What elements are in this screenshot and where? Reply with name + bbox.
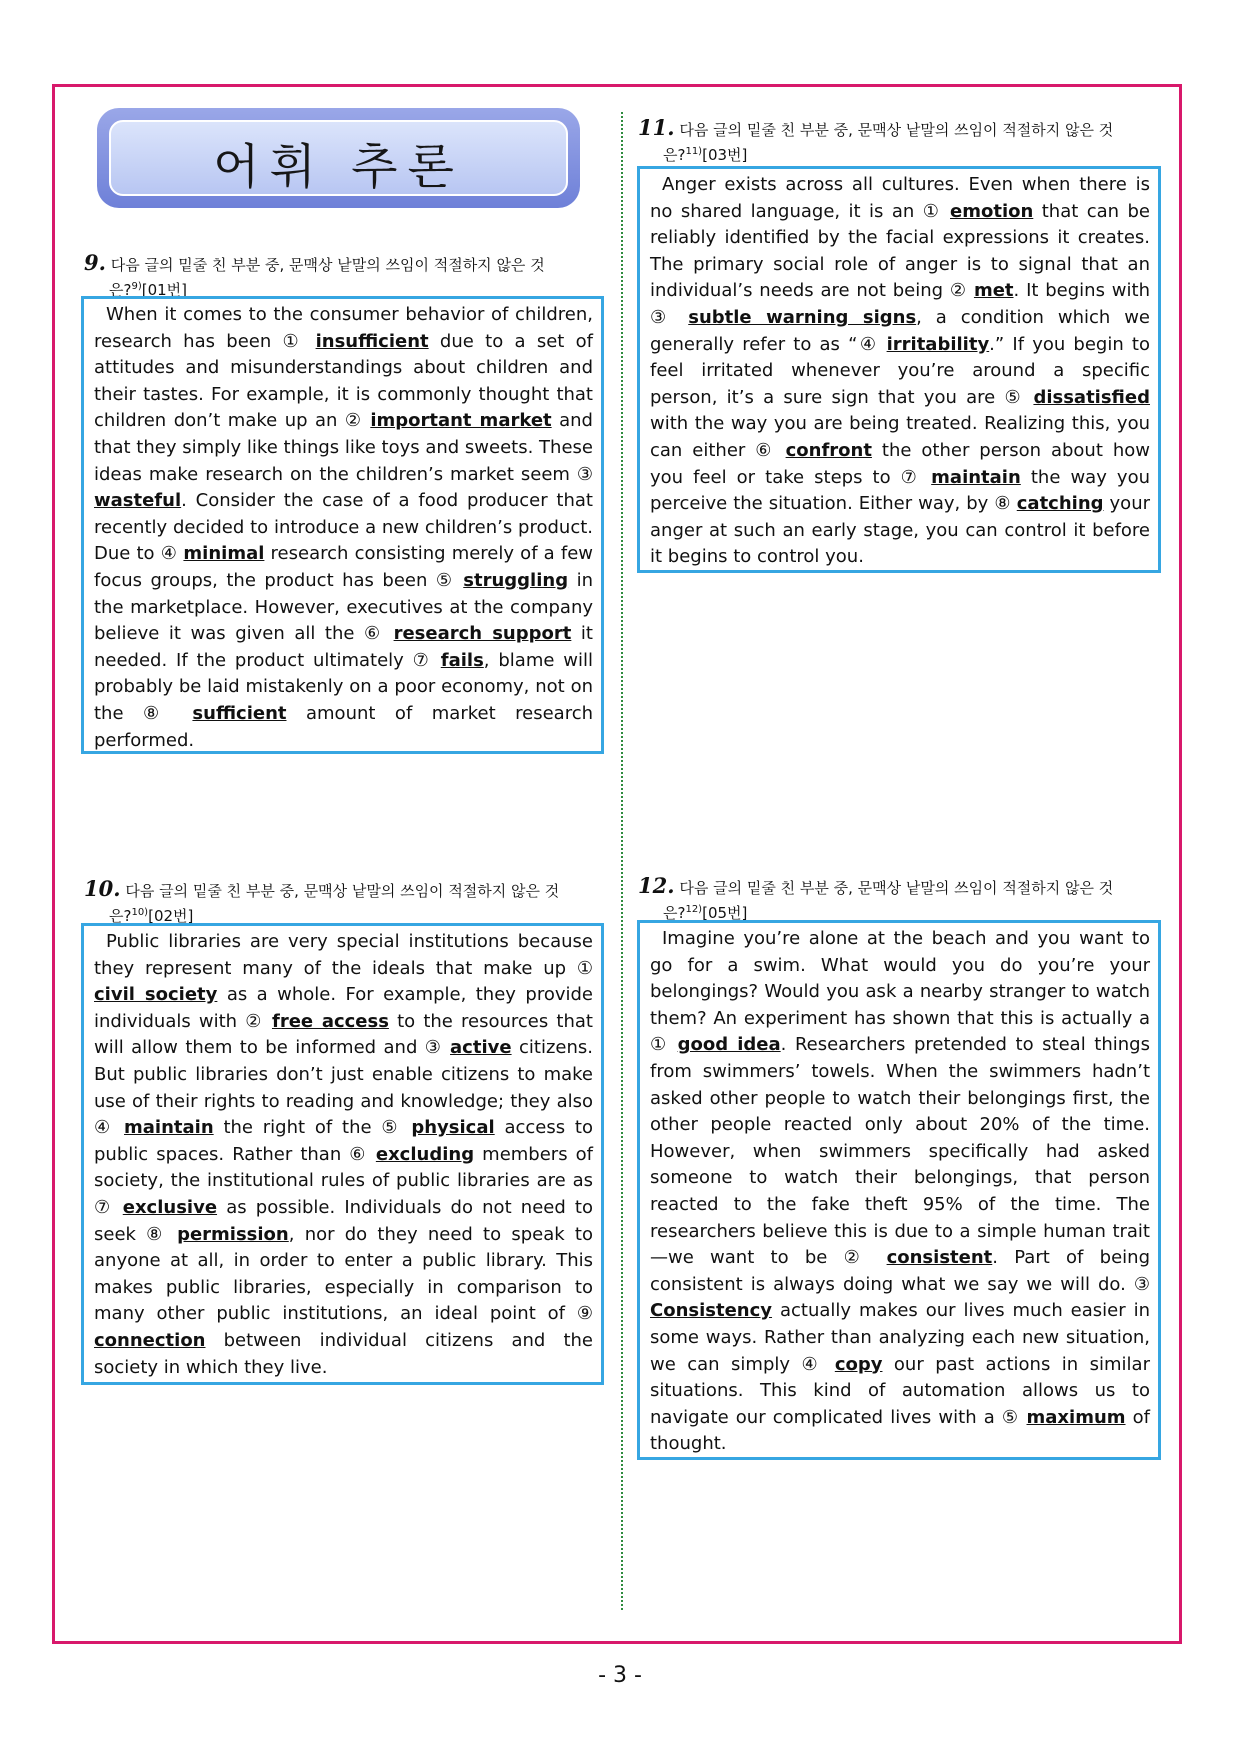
passage-text: the other person about how you feel or take steps to ⑦ (650, 439, 1150, 488)
question-12-passage (637, 920, 1161, 1460)
passage-text: it needed. If the product ultimately ⑦ (94, 623, 593, 671)
underlined-word: catching (1016, 493, 1104, 515)
question-number: 9. (84, 250, 106, 275)
underlined-word: research support (393, 623, 572, 645)
underlined-word: permission (177, 1223, 289, 1245)
passage-text: as a whole. For example, they provide individuals with ② (94, 984, 593, 1032)
passage-text: When it comes to the consumer behavior of children, research has been ① (94, 304, 593, 352)
footnote-ref: 9) (131, 281, 142, 292)
passage-text: to the resources that will allow them to be informed and ③ (94, 1010, 593, 1059)
underlined-word: met (973, 280, 1014, 302)
underlined-word: confront (785, 439, 872, 461)
question-code: [02번] (148, 907, 194, 925)
passage-text: , a condition which we generally refer to as “④ (650, 306, 1151, 355)
passage-text: Anger exists across all cultures. Even when there is no shared language, it is an ① (650, 174, 1150, 222)
passage-text: as possible. Individuals do not need to seek ⑧ (94, 1196, 593, 1245)
question-11-passage (637, 166, 1161, 573)
question-10-passage (81, 923, 604, 1385)
question-9-header (84, 252, 604, 301)
footnote-ref: 12) (685, 904, 703, 915)
section-banner-inner (109, 120, 568, 196)
underlined-word: exclusive (122, 1196, 218, 1218)
underlined-word: good idea (677, 1034, 781, 1056)
passage-text: access to public spaces. Rather than ⑥ (94, 1117, 593, 1165)
passage-text: . Researchers pretended to steal things from swimmers’ towels. When the swimmers hadn’t asked other people to watch their belongings first, the other people reacted only about 20% of the time. However, when swimmers specifically had asked someone to watch their belongings, that person reacted to the fake theft 95% of the time. The researchers believe this is due to a simple human trait—we want to be ② (650, 1034, 1150, 1269)
underlined-word: free access (271, 1010, 389, 1032)
page-number: - 3 - (598, 1663, 642, 1688)
underlined-word: irritability (886, 333, 990, 355)
underlined-word: maintain (931, 466, 1021, 488)
passage-text: members of society, the institutional rules of public libraries are as ⑦ (94, 1143, 593, 1218)
question-number: 12. (638, 873, 675, 898)
question-prompt: 다음 글의 밑줄 친 부분 중, 문맥상 낱말의 쓰임이 적절하지 않은 것 (679, 879, 1114, 897)
passage-text: . Part of being consistent is always doing what we say we will do. ③ (650, 1247, 1150, 1295)
question-prompt: 다음 글의 밑줄 친 부분 중, 문맥상 낱말의 쓰임이 적절하지 않은 것 (679, 121, 1114, 139)
column-divider (621, 112, 623, 1610)
passage-text: the right of the ⑤ (213, 1117, 412, 1139)
underlined-word: consistent (886, 1247, 993, 1269)
underlined-word: subtle warning signs (688, 306, 917, 328)
passage-text: due to a set of attitudes and misunderstandings about children and their tastes. For example, it is commonly thought that children don’t make up an ② (94, 330, 593, 432)
question-code: [01번] (141, 281, 187, 299)
underlined-word: wasteful (94, 490, 182, 512)
passage-text: Imagine you’re alone at the beach and you want to go for a swim. What would you do you’re your belongings? Would you ask a nearby stranger to watch them? An experiment has shown that this is actually a ① (650, 928, 1150, 1056)
question-prompt-end: 은? (663, 904, 686, 922)
question-prompt-end: 은? (109, 281, 132, 299)
underlined-word: dissatisfied (1033, 386, 1150, 408)
question-prompt-end: 은? (109, 907, 132, 925)
question-10-header (84, 878, 604, 927)
passage-text: your anger at such an early stage, you can control it before it begins to control you. (650, 493, 1151, 568)
underlined-word: sufficient (192, 702, 287, 724)
underlined-word: struggling (463, 569, 569, 591)
question-code: [05번] (702, 904, 748, 922)
question-12-header (638, 875, 1160, 924)
underlined-word: physical (411, 1117, 495, 1139)
section-title: 어휘 추론 (213, 139, 464, 195)
footnote-ref: 11) (685, 146, 703, 157)
passage-text: the way you perceive the situation. Either way, by ⑧ (650, 466, 1150, 515)
question-number: 10. (84, 876, 121, 901)
underlined-word: Consistency (650, 1300, 773, 1322)
passage-text: and that they simply like things like toys and sweets. These ideas make research on the children’s market seem ③ (94, 410, 593, 485)
underlined-word: maximum (1026, 1406, 1126, 1428)
passage-text: . Consider the case of a food producer that recently decided to introduce a new children’s product. Due to ④ (94, 490, 593, 565)
question-9-passage (81, 296, 604, 754)
passage-text: amount of market research performed. (94, 702, 593, 751)
underlined-word: fails (440, 649, 484, 671)
passage-text: , blame will probably be laid mistakenly on a poor economy, not on the ⑧ (94, 649, 593, 724)
question-11-header (638, 117, 1160, 166)
passage-text: that can be reliably identified by the facial expressions it creates. The primary social role of anger is to signal that an individual’s needs are not being ② (650, 200, 1150, 302)
passage-text: in the marketplace. However, executives at the company believe it was given all the ⑥ (94, 569, 593, 645)
underlined-word: minimal (183, 543, 265, 565)
question-code: [03번] (702, 146, 748, 164)
passage-text: our past actions in similar situations. This kind of automation allows us to navigate our complicated lives with a ⑤ (650, 1353, 1150, 1428)
passage-text: between individual citizens and the society in which they live. (94, 1329, 593, 1378)
passage-text: research consisting merely of a few focus groups, the product has been ⑤ (94, 543, 593, 591)
underlined-word: connection (94, 1329, 206, 1351)
underlined-word: maintain (124, 1117, 214, 1139)
section-banner (97, 108, 580, 208)
question-prompt: 다음 글의 밑줄 친 부분 중, 문맥상 낱말의 쓰임이 적절하지 않은 것 (110, 256, 545, 274)
underlined-word: excluding (375, 1143, 475, 1165)
passage-text: with the way you are being treated. Realizing this, you can either ⑥ (650, 413, 1150, 461)
underlined-word: civil society (94, 984, 218, 1006)
question-number: 11. (638, 115, 675, 140)
underlined-word: emotion (950, 200, 1034, 222)
passage-text: Public libraries are very special institutions because they represent many of the ideals that make up ① (94, 931, 593, 979)
underlined-word: important market (370, 410, 552, 432)
passage-text: , nor do they need to speak to anyone at all, in order to enter a public library. This makes public libraries, especially in comparison to many other public institutions, an ideal point of ⑨ (94, 1223, 593, 1325)
passage-text: actually makes our lives much easier in some ways. Rather than analyzing each new situation, we can simply ④ (650, 1300, 1150, 1375)
footnote-ref: 10) (131, 907, 149, 918)
question-prompt: 다음 글의 밑줄 친 부분 중, 문맥상 낱말의 쓰임이 적절하지 않은 것 (125, 882, 560, 900)
underlined-word: active (450, 1037, 512, 1059)
underlined-word: copy (834, 1353, 883, 1375)
passage-text: of thought. (650, 1406, 1150, 1455)
passage-text: citizens. But public libraries don’t just enable citizens to make use of their rights to reading and knowledge; they also ④ (94, 1037, 593, 1139)
question-prompt-end: 은? (663, 146, 686, 164)
passage-text: .” If you begin to feel irritated whenever you’re around a specific person, it’s a sure sign that you are ⑤ (650, 333, 1150, 408)
passage-text: . It begins with ③ (650, 280, 1150, 328)
underlined-word: insufficient (315, 330, 429, 352)
